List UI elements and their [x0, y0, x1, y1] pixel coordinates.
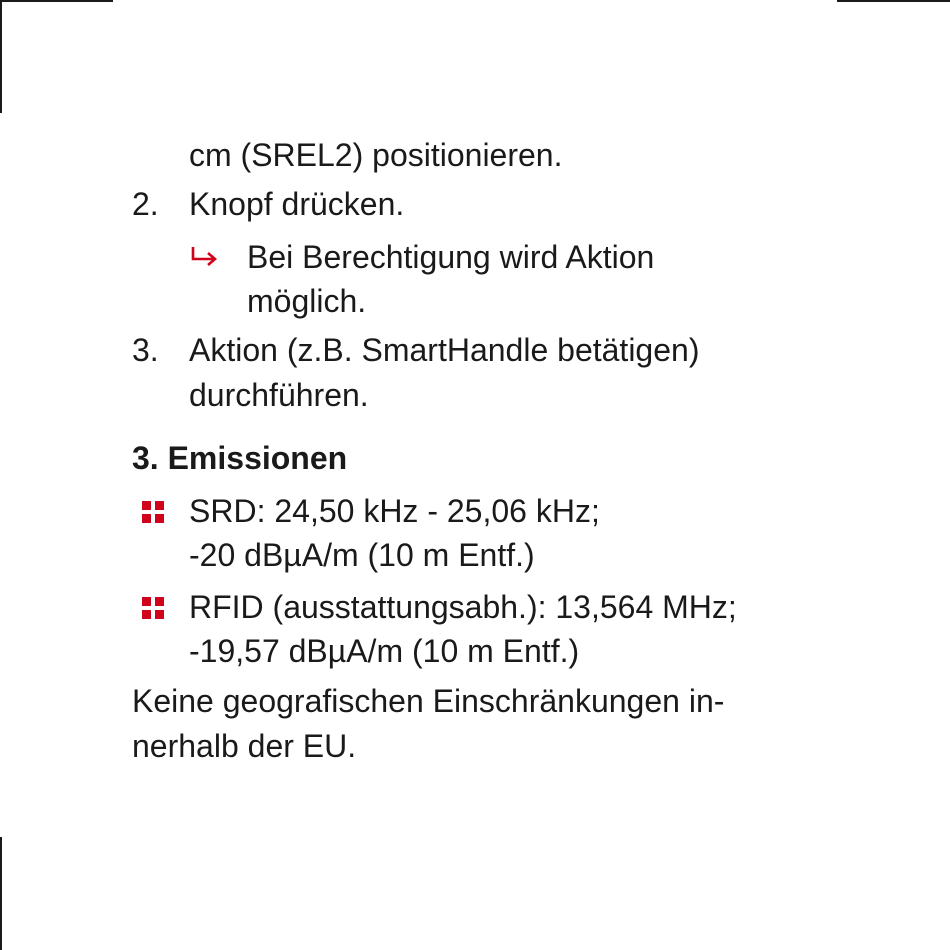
step-3-line-1: Aktion (z.B. SmartHandle betätigen) — [189, 332, 700, 368]
red-square-bullet-icon — [142, 501, 166, 525]
footer-line-1: Keine geografischen Einschränkungen in- — [132, 683, 725, 719]
footer-line-2: nerhalb der EU. — [132, 728, 357, 764]
crop-mark-top-left-horizontal — [0, 0, 113, 2]
result-arrow-icon — [190, 245, 220, 267]
section-heading: 3. Emissionen — [132, 440, 348, 476]
bullet-2-line-2: -19,57 dBµA/m (10 m Entf.) — [189, 633, 580, 669]
crop-mark-bottom-left-vertical — [0, 837, 2, 950]
bullet-1-line-1: SRD: 24,50 kHz - 25,06 kHz; — [189, 493, 600, 529]
bullet-2-line-1: RFID (ausstattungsabh.): 13,564 MHz; — [189, 589, 737, 625]
step-2-text: Knopf drücken. — [189, 186, 405, 222]
result-line-1: Bei Berechtigung wird Aktion — [247, 239, 655, 275]
step-2-number: 2. — [132, 186, 159, 222]
bullet-1-line-2: -20 dBµA/m (10 m Entf.) — [189, 537, 535, 573]
crop-mark-top-left-vertical — [0, 0, 2, 113]
crop-mark-top-right-horizontal — [837, 0, 950, 2]
step-3-number: 3. — [132, 332, 159, 368]
red-square-bullet-icon — [142, 597, 166, 621]
step-3-line-2: durchführen. — [189, 377, 369, 413]
step-1-continuation: cm (SREL2) positionieren. — [189, 137, 563, 173]
result-line-2: möglich. — [247, 283, 367, 319]
